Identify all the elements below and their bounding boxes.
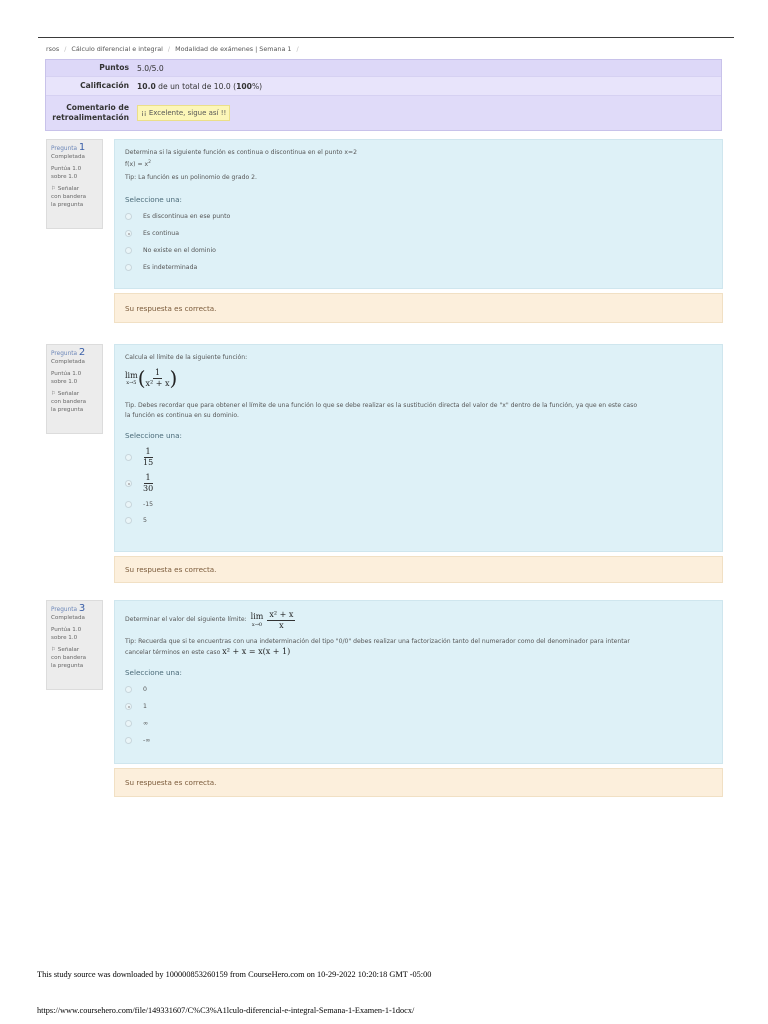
- flag-question-link[interactable]: ⚐ Señalar con bandera la pregunta: [51, 647, 87, 669]
- question-info: [46, 139, 103, 229]
- quiz-summary-table: [45, 59, 722, 131]
- answer-option[interactable]: $\frac{1}{30}$: [125, 470, 712, 496]
- breadcrumb-item-courses[interactable]: rsos: [46, 45, 60, 53]
- flag-icon: ⚐: [51, 647, 57, 653]
- flag-icon: ⚐: [51, 186, 57, 192]
- question-score: Puntúa 1.0 sobre 1.0: [51, 371, 82, 385]
- header-divider: [38, 37, 734, 38]
- radio-button[interactable]: [125, 737, 132, 744]
- answer-option[interactable]: Es continua: [125, 225, 712, 242]
- radio-button-selected[interactable]: [125, 230, 132, 237]
- answer-option[interactable]: Es discontinua en ese punto: [125, 208, 712, 225]
- question-number: Pregunta 2: [51, 347, 86, 358]
- radio-button[interactable]: [125, 686, 132, 693]
- answer-option[interactable]: $\frac{1}{15}$: [125, 444, 712, 470]
- answer-option[interactable]: 0: [125, 681, 712, 698]
- grade-value: 10.0 de un total de 10.0 (100%): [137, 81, 263, 91]
- answer-option[interactable]: No existe en el dominio: [125, 242, 712, 259]
- radio-button[interactable]: [125, 213, 132, 220]
- answer-feedback: Su respuesta es correcta.: [114, 556, 723, 583]
- question-tip: Tip. Debes recordar que para obtener el límite de una función lo que se debe realizar es la sustitución directa del valor de "x" dentro de la función, ya que en este caso la función es continua en su dominio.: [125, 402, 638, 419]
- radio-button[interactable]: [125, 264, 132, 271]
- question-info: [46, 600, 103, 690]
- radio-button[interactable]: [125, 517, 132, 524]
- points-label: Puntos: [99, 63, 129, 72]
- question-info: [46, 344, 103, 434]
- select-one-label: Seleccione una:: [125, 195, 182, 205]
- select-one-label: Seleccione una:: [125, 668, 182, 677]
- source-url[interactable]: https://www.coursehero.com/file/149331607/C%C3%A1lculo-diferencial-e-integral-Semana-1-Examen-1-1docx/: [37, 1006, 415, 1015]
- comment-label: Comentario de retroalimentación: [52, 103, 129, 122]
- question-tip: Tip: La función es un polinomio de grado 2.: [125, 174, 257, 182]
- flag-question-link[interactable]: ⚐ Señalar con bandera la pregunta: [51, 186, 87, 208]
- answer-option[interactable]: 5: [125, 512, 712, 528]
- flag-icon: ⚐: [51, 391, 57, 397]
- question-content: [114, 600, 723, 764]
- breadcrumb-item-course[interactable]: Cálculo diferencial e integral: [71, 45, 163, 53]
- question-score: Puntúa 1.0 sobre 1.0: [51, 627, 82, 641]
- breadcrumb-separator: /: [167, 45, 171, 53]
- flag-question-link[interactable]: ⚐ Señalar con bandera la pregunta: [51, 391, 87, 413]
- limit-expression: lim x→5 ( $\frac{1}{\text{x² + x}}$ ): [125, 366, 178, 390]
- question-status: Completada: [51, 615, 85, 621]
- answer-option[interactable]: Es indeterminada: [125, 259, 712, 276]
- answer-option[interactable]: ∞: [125, 715, 712, 732]
- radio-button[interactable]: [125, 501, 132, 508]
- summary-row-grade: [46, 77, 721, 96]
- breadcrumb-item-exam[interactable]: Modalidad de exámenes | Semana 1: [175, 45, 292, 53]
- question-score: Puntúa 1.0 sobre 1.0: [51, 166, 82, 180]
- breadcrumb-separator: /: [296, 45, 299, 53]
- answer-option[interactable]: 1: [125, 698, 712, 715]
- question-content: [114, 344, 723, 552]
- question-content: [114, 139, 723, 289]
- radio-button[interactable]: [125, 454, 132, 461]
- limit-expression: lim x→0 $\frac{\text{x² + x}}{x}$: [250, 609, 294, 630]
- question-text: Determina si la siguiente función es continua o discontinua en el punto x=2: [125, 149, 357, 156]
- radio-button[interactable]: [125, 720, 132, 727]
- radio-button[interactable]: [125, 247, 132, 254]
- select-one-label: Seleccione una:: [125, 431, 182, 440]
- question-tip: Tip: Recuerda que si te encuentras con una indeterminación del tipo "0/0" debes realizar una factorización tanto del numerador como del denominador para intentar cancelar términos en este caso x² + x = x(x + 1): [125, 638, 630, 656]
- answer-option[interactable]: -15: [125, 496, 712, 512]
- question-number: Pregunta 1: [51, 142, 86, 153]
- feedback-comment: ¡¡ Excelente, sigue así !!: [137, 105, 230, 121]
- summary-row-points: [46, 60, 721, 77]
- answer-feedback: Su respuesta es correcta.: [114, 768, 723, 797]
- radio-button-selected[interactable]: [125, 703, 132, 710]
- breadcrumb: [46, 45, 304, 53]
- points-value: 5.0/5.0: [137, 63, 164, 73]
- question-number: Pregunta 3: [51, 603, 86, 614]
- question-text: Calcula el límite de la siguiente función:: [125, 354, 248, 361]
- question-formula: $f(x) = x^2$: [125, 160, 151, 169]
- question-text: Determinar el valor del siguiente límite: lim x→0 $\frac{\text{x² + x}}{x}$: [125, 609, 294, 630]
- answer-feedback: Su respuesta es correcta.: [114, 293, 723, 323]
- grade-label: Calificación: [80, 81, 129, 90]
- question-status: Completada: [51, 154, 85, 160]
- download-notice: This study source was downloaded by 100000853260159 from CourseHero.com on 10-29-2022 10:20:18 GMT -05:00: [37, 970, 432, 979]
- question-status: Completada: [51, 359, 85, 365]
- answer-option[interactable]: -∞: [125, 732, 712, 749]
- breadcrumb-separator: /: [64, 45, 67, 53]
- summary-row-comment: [46, 96, 721, 130]
- radio-button-selected[interactable]: [125, 480, 132, 487]
